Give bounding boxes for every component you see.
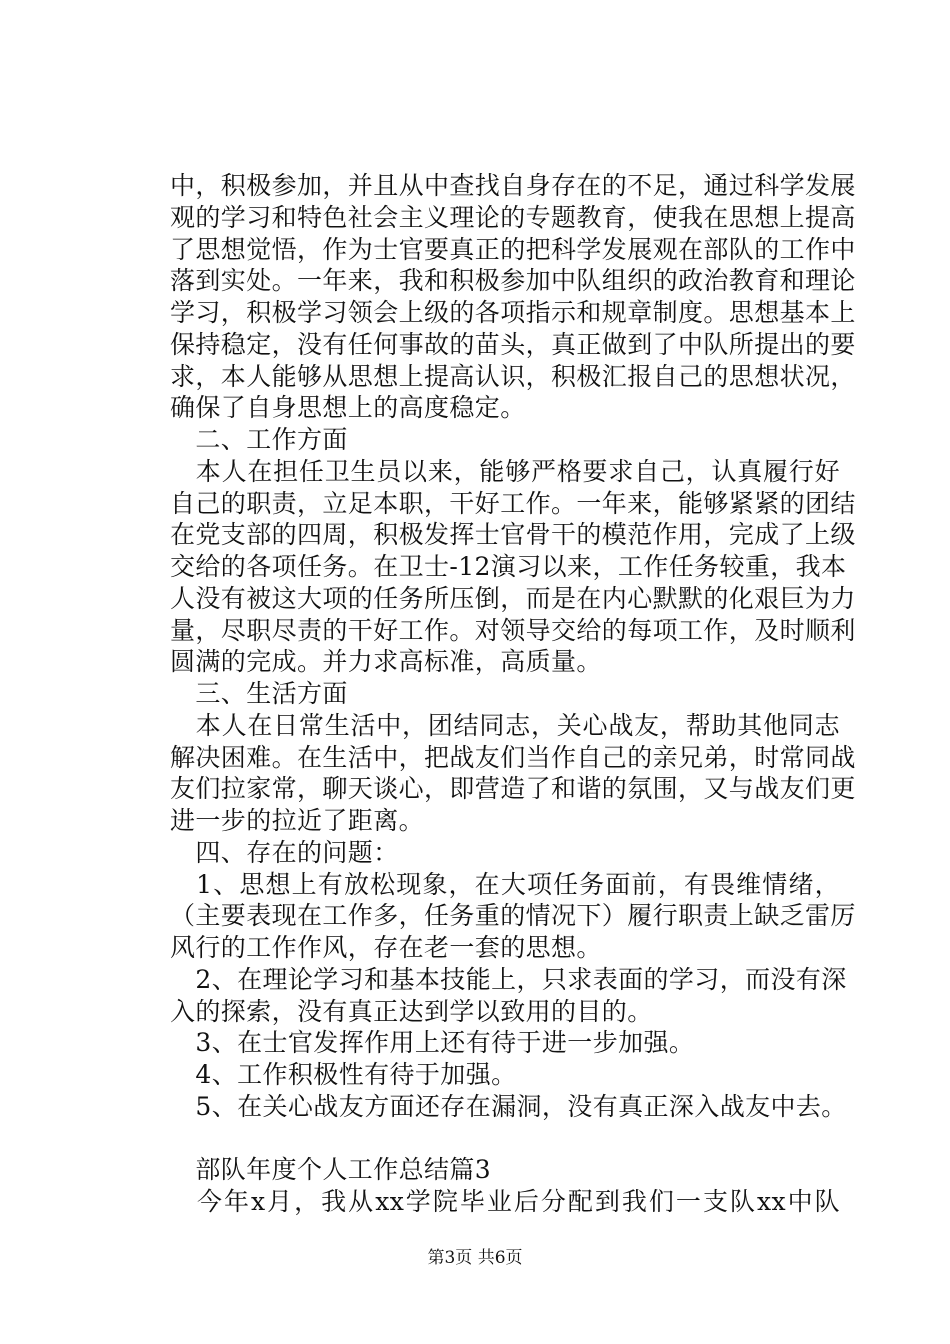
text-line: 1、思想上有放松现象，在大项任务面前，有畏维情绪， [170,869,840,899]
text-line: 三、生活方面 [170,679,348,708]
text-line: 5、在关心战友方面还存在漏洞，没有真正深入战友中去。 [170,1091,847,1121]
text-line: 确保了自身思想上的高度稳定。 [170,393,526,423]
page-footer: 第3页 共6页 [427,1248,523,1268]
text-line: 保持稳定，没有任何事故的苗头，真正做到了中队所提出的要 [170,329,856,359]
text-line: 中，积极参加，并且从中查找自身存在的不足，通过科学发展 [170,171,856,200]
text-line: 人没有被这大项的任务所压倒，而是在内心默默的化艰巨为力 [170,583,856,613]
text-line: 自己的职责，立足本职，干好工作。一年来，能够紧紧的团结 [170,488,856,518]
text-line: 风行的工作作风，存在老一套的思想。 [170,933,602,962]
blank-line [170,1123,840,1155]
text-line: 圆满的完成。并力求高标准，高质量。 [170,647,602,677]
text-line: 部队年度个人工作总结篇3 [170,1155,492,1185]
text-line: 进一步的拉近了距离。 [170,806,425,835]
text-line: 落到实处。一年来，我和积极参加中队组织的政治教育和理论 [170,266,856,296]
text-line: 量，尽职尽责的干好工作。对领导交给的每项工作，及时顺利 [170,615,856,645]
text-line: （主要表现在工作多，任务重的情况下）履行职责上缺乏雷厉 [170,901,856,931]
text-line: 2、在理论学习和基本技能上，只求表面的学习，而没有深 [170,964,847,994]
text-line: 本人在日常生活中，团结同志，关心战友，帮助其他同志 [170,710,840,740]
text-line: 四、存在的问题： [170,837,399,867]
text-line: 解决困难。在生活中，把战友们当作自己的亲兄弟，时常同战 [170,742,856,772]
text-line: 4、工作积极性有待于加强。 [170,1060,517,1089]
text-line: 了思想觉悟，作为士官要真正的把科学发展观在部队的工作中 [170,234,856,264]
document-body [170,170,856,1218]
text-line: 本人在担任卫生员以来，能够严格要求自己，认真履行好 [170,456,840,486]
text-line: 求，本人能够从思想上提高认识，积极汇报自己的思想状况， [170,361,856,391]
text-line: 友们拉家常，聊天谈心，即营造了和谐的氛围，又与战友们更 [170,774,856,804]
text-line: 二、工作方面 [170,425,348,454]
text-line: 3、在士官发挥作用上还有待于进一步加强。 [170,1028,695,1058]
text-line: 学习，积极学习领会上级的各项指示和规章制度。思想基本上 [170,298,856,327]
text-line: 在党支部的四周，积极发挥士官骨干的模范作用，完成了上级 [170,520,856,550]
text-line: 观的学习和特色社会主义理论的专题教育，使我在思想上提高 [170,202,856,232]
text-line: 交给的各项任务。在卫士-12演习以来，工作任务较重，我本 [170,552,847,581]
text-line: 入的探索，没有真正达到学以致用的目的。 [170,996,653,1026]
text-line: 今年x月，我从xx学院毕业后分配到我们一支队xx中队 [170,1187,840,1216]
